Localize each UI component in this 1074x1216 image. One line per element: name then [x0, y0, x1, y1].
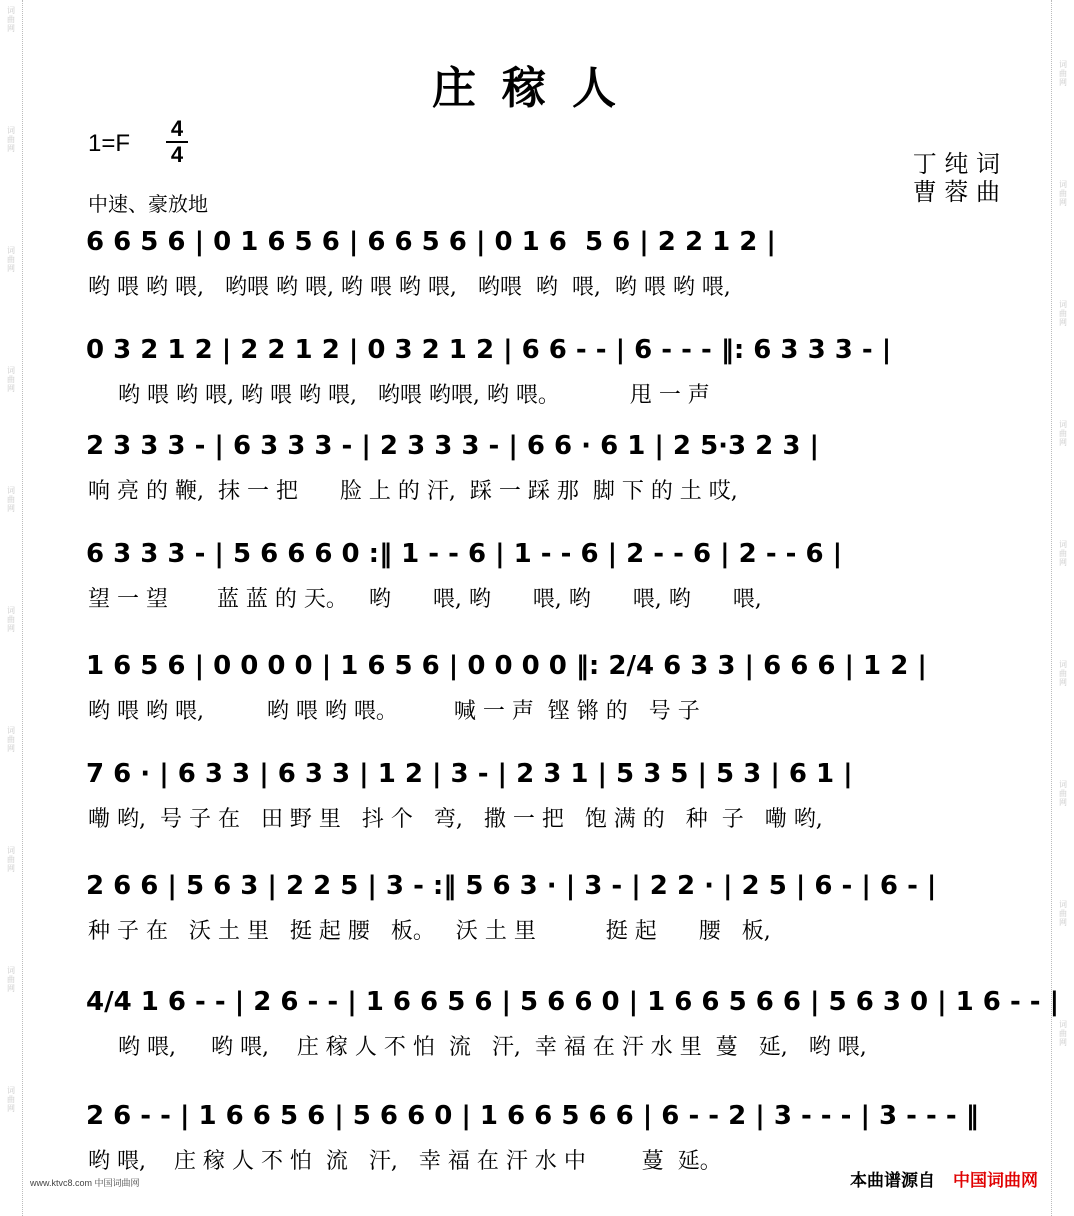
lyric-line: 种 子 在 沃 土 里 挺 起 腰 板。 沃 土 里 挺 起 腰 板, — [88, 919, 771, 944]
lyric-line: 哟 喂, 庄 稼 人 不 怕 流 汗, 幸 福 在 汗 水 中 蔓 延。 — [88, 1149, 722, 1174]
watermark: 词曲网 — [7, 246, 15, 273]
watermark: 词曲网 — [1059, 660, 1067, 687]
footer-url: www.ktvc8.com 中国词曲网 — [30, 1178, 140, 1188]
lyric-line: 响 亮 的 鞭, 抹 一 把 脸 上 的 汗, 踩 一 踩 那 脚 下 的 土 哎, — [88, 479, 738, 504]
lyric-line: 哟 喂 哟 喂, 哟 喂 哟 喂, 哟喂 哟喂, 哟 喂。 甩 一 声 — [118, 383, 710, 408]
notation-line: 4/4 1 6 - - | 2 6 - - | 1 6 6 5 6 | 5 6 6 0 | 1 6 6 5 6 6 | 5 6 3 0 | 1 6 - - | — [86, 987, 1060, 1017]
watermark: 词曲网 — [7, 966, 15, 993]
tempo-marking: 中速、豪放地 — [88, 192, 208, 216]
score-line-8 — [0, 982, 1074, 1092]
notation-line: 1 6 5 6 | 0 0 0 0 | 1 6 5 6 | 0 0 0 0 ‖: 2/4 6 3 3 | 6 6 6 | 1 2 | — [86, 651, 927, 681]
watermark: 词曲网 — [7, 366, 15, 393]
notation-line: 6 6 5 6 | 0 1 6 5 6 | 6 6 5 6 | 0 1 6 5 6 | 2 2 1 2 | — [86, 227, 776, 257]
lyric-line: 哟 喂, 哟 喂, 庄 稼 人 不 怕 流 汗, 幸 福 在 汗 水 里 蔓 延, 哟 喂, — [118, 1035, 867, 1060]
notation-line: 2 6 6 | 5 6 3 | 2 2 5 | 3 - :‖ 5 6 3 · | 3 - | 2 2 · | 2 5 | 6 - | 6 - | — [86, 871, 937, 901]
time-signature-bottom: 4 — [170, 142, 184, 167]
lyricist: 丁 纯 词 — [912, 150, 1000, 178]
notation-line: 6 3 3 3 - | 5 6 6 6 0 :‖ 1 - - 6 | 1 - - 6 | 2 - - 6 | 2 - - 6 | — [86, 539, 843, 569]
watermark: 词曲网 — [1059, 780, 1067, 807]
composer: 曹 蓉 曲 — [912, 178, 1000, 206]
notation-line: 2 3 3 3 - | 6 3 3 3 - | 2 3 3 3 - | 6 6 · 6 1 | 2 5·3 2 3 | — [86, 431, 819, 461]
lyric-line: 嘞 哟, 号 子 在 田 野 里 抖 个 弯, 撒 一 把 饱 满 的 种 子 嘞 哟, — [88, 807, 823, 832]
score-line-1 — [0, 222, 1074, 332]
notation-line: 0 3 2 1 2 | 2 2 1 2 | 0 3 2 1 2 | 6 6 - - | 6 - - - ‖: 6 3 3 3 - | — [86, 335, 892, 365]
watermark: 词曲网 — [1059, 1020, 1067, 1047]
watermark: 词曲网 — [1059, 540, 1067, 567]
score-line-4 — [0, 534, 1074, 644]
site-brand: 中国词曲网 — [953, 1171, 1038, 1191]
song-title: 庄稼人 — [432, 63, 642, 114]
watermark: 词曲网 — [1059, 300, 1067, 327]
watermark: 词曲网 — [1059, 420, 1067, 447]
watermark: 词曲网 — [7, 486, 15, 513]
watermark: 词曲网 — [1059, 60, 1067, 87]
watermark: 词曲网 — [7, 1086, 15, 1113]
credits — [913, 150, 1000, 206]
watermark: 词曲网 — [7, 726, 15, 753]
watermark: 词曲网 — [7, 846, 15, 873]
watermark: 词曲网 — [7, 606, 15, 633]
score-line-7 — [0, 866, 1074, 976]
watermark: 词曲网 — [1059, 180, 1067, 207]
notation-line: 7 6 · | 6 3 3 | 6 3 3 | 1 2 | 3 - | 2 3 1 | 5 3 5 | 5 3 | 6 1 | — [86, 759, 853, 789]
key-signature: 1=F — [88, 130, 131, 157]
footer-source — [850, 1166, 1038, 1191]
source-label: 本曲谱源自 — [850, 1171, 935, 1191]
watermark: 词曲网 — [1059, 900, 1067, 927]
score-line-6 — [0, 754, 1074, 864]
score-line-5 — [0, 646, 1074, 756]
watermark: 词曲网 — [7, 126, 15, 153]
lyric-line: 哟 喂 哟 喂, 哟喂 哟 喂, 哟 喂 哟 喂, 哟喂 哟 喂, 哟 喂 哟 喂, — [88, 275, 731, 300]
time-signature-top: 4 — [170, 116, 184, 141]
score-line-3 — [0, 426, 1074, 536]
time-signature — [166, 118, 188, 166]
notation-line: 2 6 - - | 1 6 6 5 6 | 5 6 6 0 | 1 6 6 5 6 6 | 6 - - 2 | 3 - - - | 3 - - - ‖ — [86, 1101, 979, 1131]
lyric-line: 望 一 望 蓝 蓝 的 天。 哟 喂, 哟 喂, 哟 喂, 哟 喂, — [88, 587, 762, 612]
watermark: 词曲网 — [7, 6, 15, 33]
lyric-line: 哟 喂 哟 喂, 哟 喂 哟 喂。 喊 一 声 铿 锵 的 号 子 — [88, 699, 700, 724]
score-line-2 — [0, 330, 1074, 440]
